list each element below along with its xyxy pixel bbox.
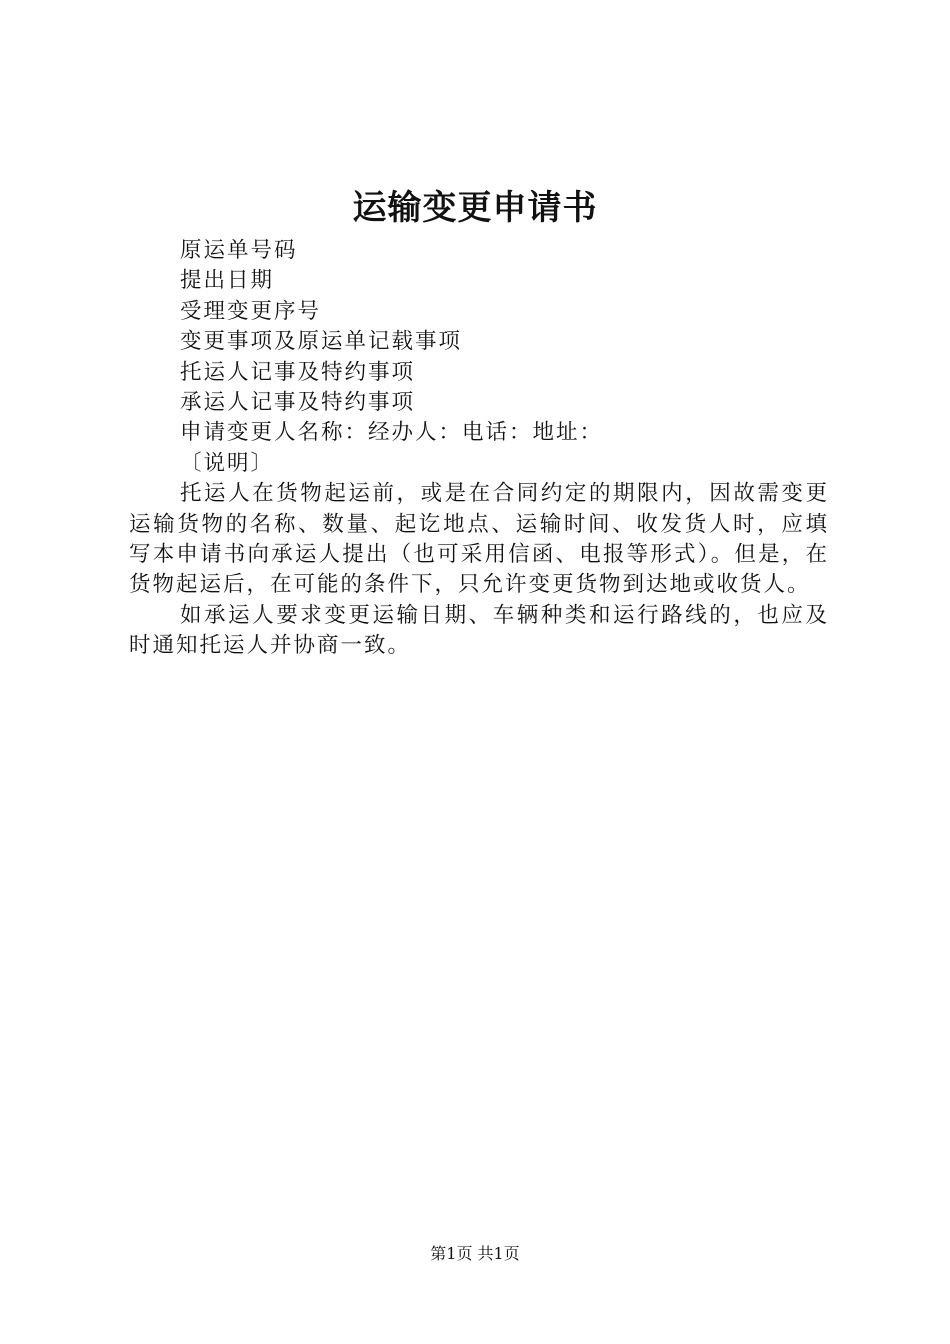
field-carrier-notes: 承运人记事及特约事项	[180, 390, 416, 416]
field-change-serial-number: 受理变更序号	[180, 298, 322, 324]
note-heading: 〔说明〕	[180, 450, 275, 476]
field-original-waybill-number: 原运单号码	[180, 238, 298, 263]
field-change-items: 变更事项及原运单记载事项	[180, 329, 463, 355]
note-paragraph: 托运人在货物起运前，或是在合同约定的期限内，因故需变更运输货物的名称、数量、起讫地点、运输时间、收发货人时，应填写本申请书向承运人提出（也可采用信函、电报等形式）。但是，在货物起运后，在可能的条件下，只允许变更货物到达地或收货人。	[129, 481, 829, 598]
note-paragraph: 如承运人要求变更运输日期、车辆种类和运行路线的，也应及时通知托运人并协商一致。	[129, 602, 829, 659]
page-footer: 第1页 共1页	[430, 1244, 520, 1263]
field-shipper-notes: 托运人记事及特约事项	[180, 359, 416, 385]
page-title: 运输变更申请书	[352, 188, 598, 228]
field-applicant-info: 申请变更人名称：经办人：电话：地址：	[180, 420, 604, 446]
document-body	[129, 236, 829, 662]
field-submission-date: 提出日期	[180, 268, 275, 294]
